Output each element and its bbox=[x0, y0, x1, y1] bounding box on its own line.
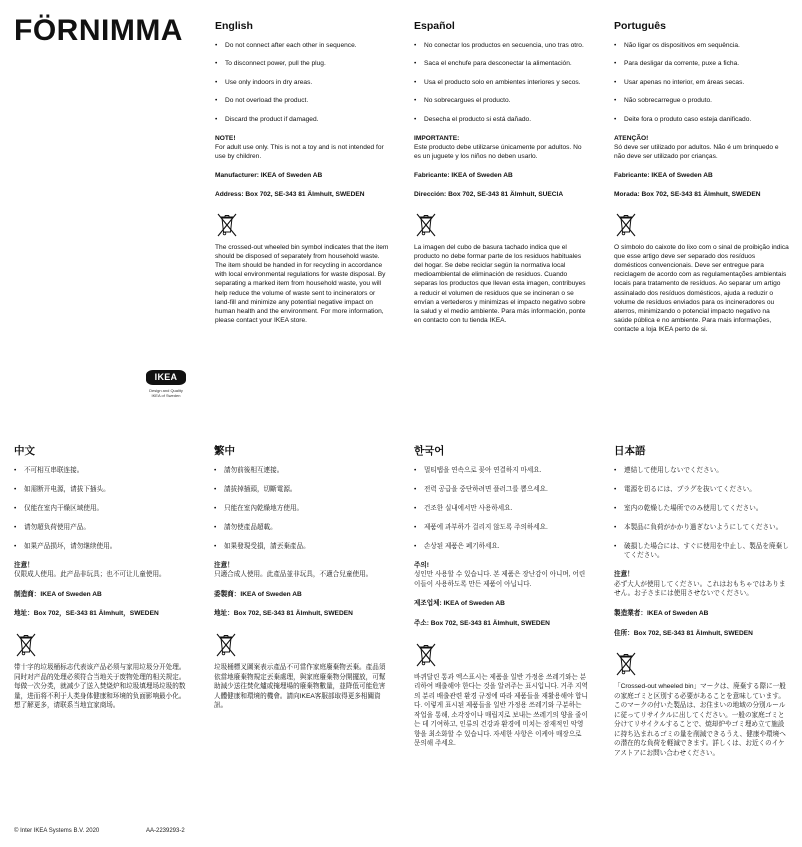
list-item: • Para desligar da corrente, puxe a ficha. bbox=[614, 60, 740, 68]
list-item: • 如需断开电源，请拔下插头。 bbox=[14, 485, 110, 493]
section-english bbox=[215, 20, 390, 325]
list-item: • Usar apenas no interior, em áreas secas. bbox=[614, 78, 745, 86]
list-item: • 如果發現受損，請丟棄產品。 bbox=[214, 542, 310, 550]
note-text: 只適合成人使用。此產品並非玩具，不適合兒童使用。 bbox=[214, 571, 373, 579]
note-text: Este producto debe utilizarse únicamente por adultos. No es un juguete y los niños no deben usarlo. bbox=[414, 143, 582, 160]
bullet-list bbox=[414, 466, 589, 552]
list-item: • Discard the product if damaged. bbox=[215, 115, 319, 123]
note-title: ATENÇÃO! bbox=[614, 134, 649, 142]
list-item: • 손상된 제품은 폐기하세요. bbox=[414, 542, 500, 550]
footer-document-code: AA-2239293-2 bbox=[146, 828, 185, 834]
list-item: • 連結して使用しないでください。 bbox=[614, 466, 723, 474]
manufacturer: 제조업체: IKEA of Sweden AB bbox=[414, 600, 505, 608]
note bbox=[414, 561, 589, 590]
list-item: • Saca el enchufe para desconectar la alimentación. bbox=[414, 60, 572, 68]
section-portugues bbox=[614, 20, 789, 334]
weee-text: 垃圾桶標叉圖案表示產品不可當作家庭廢棄物丟棄。產品須依當地廢棄物規定丟棄處理，與家庭廢棄物分開擺放，可幫助減少送往焚化爐或掩埋場的廢棄物數量，並降低可能危害人體健康和環境的機會。請向IKEA客服部取得更多相關資訊。 bbox=[214, 664, 386, 710]
list-item: • 건조한 실내에서만 사용하세요. bbox=[414, 504, 513, 512]
bullet-list bbox=[614, 466, 789, 561]
note-title: IMPORTANTE: bbox=[414, 134, 460, 142]
list-item: • 请勿超负荷使用产品。 bbox=[14, 523, 90, 531]
address: 주소: Box 702, SE-343 81 Älmhult, SWEDEN bbox=[414, 620, 550, 628]
weee-text: The crossed-out wheeled bin symbol indicates that the item should be disposed of separately from household waste. The item should be handed in for recycling in accordance with local environmental regulations for waste disposal. By separating a marked item from household waste, you will help reduce the volume of waste sent to incinerators or land-fill and minimize any potential negative impact on human health and the environment. For more information, please contact your IKEA store. bbox=[215, 244, 389, 324]
list-item: • Usa el producto solo en ambientes interiores y secos. bbox=[414, 78, 581, 86]
note-text: For adult use only. This is not a toy and is not intended for use by children. bbox=[215, 143, 384, 160]
weee-text: 바퀴달린 통과 엑스표시는 제품을 일반 가정용 쓰레기와는 분리하여 배출해야 한다는 것을 알려주는 표시입니다. 거주 지역의 분리 배출관련 환경 규정에 따라 제품들을 재활용해야 합니다. 이렇게 표시된 제품들을 일반 가정용 쓰레기와 구분하는 작업을 통해, 소각장이나 매립지로 보내는 쓰레기의 양을 줄이는 데 기여하고, 인류의 건강과 환경에 미치는 잠재적인 악영향을 최소화할 수 있습니다. 자세한 사항은 이케아 매장으로 문의해 주세요. bbox=[414, 673, 588, 748]
note bbox=[414, 134, 589, 161]
manufacturer: 制造商：IKEA of Sweden AB bbox=[14, 590, 102, 598]
note-title: 注意！ bbox=[614, 571, 634, 579]
note bbox=[614, 570, 789, 599]
note-title: NOTE! bbox=[215, 134, 236, 142]
crossed-out-wheeled-bin-icon bbox=[414, 641, 438, 669]
address: Dirección: Box 702, SE-343 81 Älmhult, SUECIA bbox=[414, 190, 564, 198]
note bbox=[215, 134, 390, 161]
weee-text: 「Crossed-out wheeled bin」マークは、廃棄する際に一般の家庭ゴミと区別する必要があることを意味しています。このマークの付いた製品は、お住まいの地域の分別ルールに従ってリサイクルに出してください。一般の家庭ゴミと分けてリサイクルすることで、焼却炉やゴミ埋め立て施設に持ち込まれるゴミの量を削減できるうえ、健康や環境への潜在的な負荷を軽減できます。詳しくは、お近くのイケアストアにお問い合わせください。 bbox=[614, 683, 786, 757]
note-title: 注意！ bbox=[214, 561, 234, 569]
logo-caption-line2: IKEA of Sweden bbox=[151, 393, 181, 399]
manufacturer: Manufacturer: IKEA of Sweden AB bbox=[215, 171, 323, 179]
section-heading: 한국어 bbox=[414, 445, 445, 457]
manufacturer: Fabricante: IKEA of Sweden AB bbox=[614, 171, 713, 179]
list-item: • 電源を切るには、プラグを抜いてください。 bbox=[614, 485, 756, 493]
ikea-logo bbox=[140, 370, 192, 398]
list-item: • 전력 공급을 중단하려면 플러그를 뽑으세요. bbox=[414, 485, 548, 493]
bullet-list bbox=[215, 41, 390, 124]
list-item: • No conectar los productos en secuencia, uno tras otro. bbox=[414, 41, 584, 49]
crossed-out-wheeled-bin-icon bbox=[214, 631, 238, 659]
list-item: • Do not connect after each other in sequence. bbox=[215, 41, 357, 49]
crossed-out-wheeled-bin-icon bbox=[14, 631, 38, 659]
footer-copyright: © Inter IKEA Systems B.V. 2020 bbox=[14, 828, 100, 834]
note-text: 必ず大人が使用してください。これはおもちゃではありません。お子さまには使用させないでください。 bbox=[614, 580, 786, 598]
crossed-out-wheeled-bin-icon bbox=[215, 211, 239, 239]
note bbox=[14, 561, 189, 580]
bullet-list bbox=[414, 41, 589, 124]
section-heading: 繁中 bbox=[214, 445, 235, 457]
logo-caption-line1: Design and Quality bbox=[149, 388, 183, 393]
section-heading: English bbox=[215, 20, 253, 32]
section-heading: 中文 bbox=[14, 445, 35, 457]
section-japanese bbox=[614, 445, 789, 758]
list-item: • 제품에 과부하가 걸리지 않도록 주의하세요. bbox=[414, 523, 548, 531]
address: Address: Box 702, SE-343 81 Älmhult, SWEDEN bbox=[215, 190, 365, 198]
section-korean bbox=[414, 445, 589, 749]
list-item: • To disconnect power, pull the plug. bbox=[215, 60, 326, 68]
list-item: • Não sobrecarregue o produto. bbox=[614, 97, 712, 105]
bullet-list bbox=[14, 466, 189, 552]
list-item: • Não ligar os dispositivos em sequência. bbox=[614, 41, 740, 49]
manufacturer: 製造業者：IKEA of Sweden AB bbox=[614, 610, 709, 618]
section-chinese-simplified bbox=[14, 445, 189, 711]
bullet-list bbox=[214, 466, 389, 552]
list-item: • Use only indoors in dry areas. bbox=[215, 78, 313, 86]
list-item: • Desecha el producto si está dañado. bbox=[414, 115, 532, 123]
list-item: • 멀티탭을 연속으로 꽂아 연결하지 마세요. bbox=[414, 466, 542, 474]
note bbox=[214, 561, 389, 580]
list-item: • No sobrecargues el producto. bbox=[414, 97, 511, 105]
weee-text: 带十字的垃圾桶标志代表该产品必须与家用垃圾分开处理。同时对产品的处理必须符合当地关于废物处理的相关规定。每做一次分类，就减少了送入焚烧炉和垃圾填埋场垃圾的数量，进而将不利于人类身体健康和环境的负面影响最小化。想了解更多，请联系当地宜家商场。 bbox=[14, 664, 186, 710]
list-item: • 如果产品损坏，请勿继续使用。 bbox=[14, 542, 117, 550]
note bbox=[614, 134, 789, 161]
note-title: 注意！ bbox=[14, 561, 34, 569]
address: 地址：Box 702，SE-343 81 Älmhult，SWEDEN bbox=[14, 610, 159, 618]
list-item: • Deite fora o produto caso esteja danificado. bbox=[614, 115, 752, 123]
list-item: • 破損した場合には、すぐに使用を中止し、製品を廃棄してください。 bbox=[614, 542, 789, 560]
address: Morada: Box 702, SE-343 81 Älmhult, SWEDEN bbox=[614, 190, 761, 198]
section-chinese-traditional bbox=[214, 445, 389, 711]
list-item: • Do not overload the product. bbox=[215, 97, 309, 105]
section-espanol bbox=[414, 20, 589, 325]
brand-title: FÖRNIMMA bbox=[14, 14, 183, 47]
note-text: Só deve ser utilizado por adultos. Não é um brinquedo e não deve ser utilizado por crianças. bbox=[614, 143, 779, 160]
section-heading: 日本語 bbox=[614, 445, 646, 457]
bullet-list bbox=[614, 41, 789, 124]
note-text: 仅限成人使用。此产品非玩具；也不可让儿童使用。 bbox=[14, 571, 166, 579]
section-heading: Português bbox=[614, 20, 666, 32]
list-item: • 請拔掉插頭，切斷電源。 bbox=[214, 485, 297, 493]
list-item: • 仅能在室内干燥区域使用。 bbox=[14, 504, 104, 512]
list-item: • 請勿使產品超載。 bbox=[214, 523, 277, 531]
weee-text: O símbolo do caixote do lixo com o sinal de proibição indica que esse artigo deve ser separado dos resíduos domésticos convencionais. Deve ser entregue para reciclagem de acordo com as regulamentações ambientais locais para tratamento de resíduos. Ao separar um artigo assinalado dos resíduos domésticos, ajuda a reduzir o volume de resíduos enviados para os incineradores ou aterros, minimizando o potencial impacto negativo na saúde pública e no ambiente. Para mais informações, contacte a loja IKEA perto de si. bbox=[614, 244, 789, 333]
crossed-out-wheeled-bin-icon bbox=[414, 211, 438, 239]
list-item: • 不可相互串联连接。 bbox=[14, 466, 84, 474]
section-heading: Español bbox=[414, 20, 455, 32]
address: 住所：Box 702, SE-343 81 Älmhult, SWEDEN bbox=[614, 629, 753, 637]
note-title: 주의! bbox=[414, 561, 429, 569]
list-item: • 本製品に負荷がかかり過ぎないようにしてください。 bbox=[614, 523, 783, 531]
ikea-logo-badge: IKEA bbox=[146, 370, 186, 385]
crossed-out-wheeled-bin-icon bbox=[614, 650, 638, 678]
list-item: • 請勿前後相互連接。 bbox=[214, 466, 284, 474]
weee-text: La imagen del cubo de basura tachado indica que el producto no debe formar parte de los residuos habituales del hogar. Se debe reciclar según la normativa local medioambiental de eliminación de residuos. Cuando separas los productos que llevan esta imagen, contribuyes a reducir el volumen de residuos que se incineran o se envían a vertederos y minimizas el impacto negativo sobre la salud y el medio ambiente. Para más información, ponte en contacto con tu tienda IKEA. bbox=[414, 244, 586, 324]
manufacturer: 委製商：IKEA of Sweden AB bbox=[214, 590, 302, 598]
address: 地址：Box 702, SE-343 81 Älmhult, SWEDEN bbox=[214, 610, 353, 618]
manufacturer: Fabricante: IKEA of Sweden AB bbox=[414, 171, 513, 179]
crossed-out-wheeled-bin-icon bbox=[614, 211, 638, 239]
note-text: 성인만 사용할 수 있습니다. 본 제품은 장난감이 아니며, 어린이들이 사용하도록 만든 제품이 아닙니다. bbox=[414, 571, 586, 588]
list-item: • 室内の乾燥した場所でのみ使用してください。 bbox=[614, 504, 763, 512]
list-item: • 只能在室內乾燥地方使用。 bbox=[214, 504, 304, 512]
